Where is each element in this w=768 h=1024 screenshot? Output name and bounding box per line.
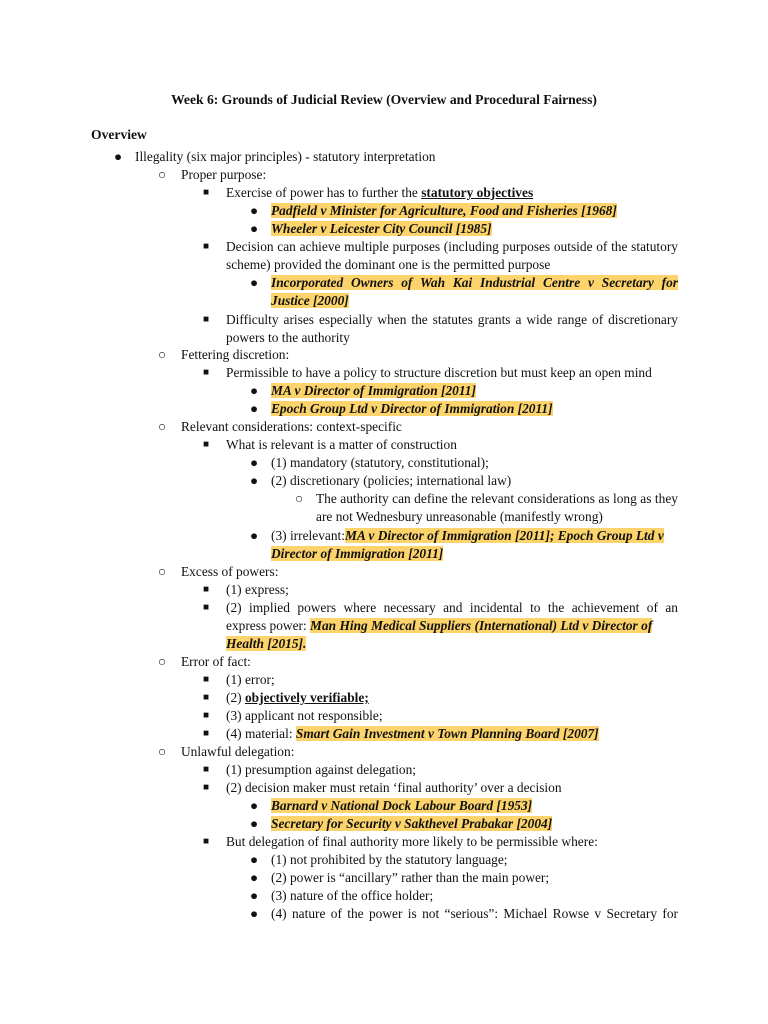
case-wah-kai: Incorporated Owners of Wah Kai Industrial Centre v Secretary for Justice [2000]	[271, 275, 678, 308]
case-wheeler: Wheeler v Leicester City Council [1985]	[271, 221, 492, 236]
case-sakthevel: Secretary for Security v Sakthevel Prabakar [2004]	[271, 816, 553, 831]
bullet-l4: ●	[250, 852, 259, 867]
case-padfield: Padfield v Minister for Agriculture, Food and Fisheries [1968]	[271, 203, 617, 218]
express-item: (1) express;	[226, 582, 289, 597]
case-ma: MA v Director of Immigration [2011]	[271, 383, 476, 398]
difficulty-item: Difficulty arises especially when the statutes grants a wide range of discretionary powers to the authority	[226, 312, 678, 345]
implied-item: (2) implied powers where necessary and incidental to the achievement of an	[226, 600, 678, 615]
final-authority-item: (2) decision maker must retain ‘final authority’ over a decision	[226, 780, 562, 795]
bullet-l4: ●	[250, 888, 259, 903]
case-smart-gain: Smart Gain Investment v Town Planning Board [2007]	[295, 726, 599, 741]
case-man-hing-1: Man Hing Medical Suppliers (International) Ltd v Director of	[310, 618, 653, 633]
overview-heading: Overview	[91, 127, 147, 142]
exercise-of-power-item	[226, 184, 533, 202]
bullet-l2: ○	[158, 564, 167, 579]
bullet-l4: ●	[250, 906, 259, 921]
objectively-verifiable-text: objectively verifiable;	[244, 690, 369, 705]
bullet-l2: ○	[158, 744, 167, 759]
bullet-l1: ●	[114, 149, 123, 164]
bullet-l2: ○	[158, 419, 167, 434]
objective-num: (2)	[226, 690, 245, 705]
statutory-objectives-text: statutory objectives	[421, 185, 534, 200]
bullet-l4: ●	[250, 816, 259, 831]
bullet-l3: ■	[203, 584, 210, 595]
relevant-considerations-item: Relevant considerations: context-specific	[181, 419, 402, 434]
not-serious-item: (4) nature of the power is not “serious”: Michael Rowse v Secretary for	[271, 906, 678, 921]
bullet-l4: ●	[250, 203, 259, 218]
bullet-l3: ■	[203, 728, 210, 739]
bullet-l3: ■	[203, 692, 210, 703]
bullet-l3: ■	[203, 314, 210, 325]
bullet-l4: ●	[250, 401, 259, 416]
implied-text: express power:	[226, 618, 311, 633]
irrelevant-item	[271, 527, 664, 545]
case-irrelevant-1: MA v Director of Immigration [2011]; Epoch Group Ltd v	[344, 528, 664, 543]
irrelevant-text: (3) irrelevant:	[271, 528, 345, 543]
case-epoch: Epoch Group Ltd v Director of Immigration [2011]	[271, 401, 553, 416]
bullet-l4: ●	[250, 221, 259, 236]
but-delegation-item: But delegation of final authority more likely to be permissible where:	[226, 834, 598, 849]
bullet-l4: ●	[250, 528, 259, 543]
implied-item-cont	[226, 617, 652, 635]
error-of-fact-item: Error of fact:	[181, 654, 251, 669]
error-item: (1) error;	[226, 672, 275, 687]
fettering-item: Fettering discretion:	[181, 347, 290, 362]
material-item	[226, 725, 599, 743]
bullet-l4: ●	[250, 275, 259, 290]
applicant-item: (3) applicant not responsible;	[226, 708, 383, 723]
bullet-l3: ■	[203, 782, 210, 793]
discretionary-item: (2) discretionary (policies; international law)	[271, 473, 512, 488]
not-prohibited-item: (1) not prohibited by the statutory language;	[271, 852, 508, 867]
bullet-l3: ■	[203, 241, 210, 252]
bullet-l3: ■	[203, 367, 210, 378]
bullet-l4: ●	[250, 473, 259, 488]
case-barnard: Barnard v National Dock Labour Board [1953]	[271, 798, 533, 813]
bullet-l3: ■	[203, 602, 210, 613]
excess-item: Excess of powers:	[181, 564, 279, 579]
illegality-item: Illegality (six major principles) - statutory interpretation	[135, 149, 436, 164]
bullet-l3: ■	[203, 710, 210, 721]
bullet-l2: ○	[158, 654, 167, 669]
office-holder-item: (3) nature of the office holder;	[271, 888, 434, 903]
authority-define-item: The authority can define the relevant considerations as long as they are not Wednesbury unreasonable (manifestly wrong)	[316, 491, 678, 524]
bullet-l4: ●	[250, 455, 259, 470]
case-man-hing-2: Health [2015].	[226, 636, 307, 651]
bullet-l3: ■	[203, 187, 210, 198]
unlawful-delegation-item: Unlawful delegation:	[181, 744, 295, 759]
exercise-text: Exercise of power has to further the	[226, 185, 422, 200]
construction-item: What is relevant is a matter of construction	[226, 437, 457, 452]
objective-item	[226, 689, 369, 707]
bullet-l5: ○	[295, 491, 304, 506]
multiple-purposes-item: Decision can achieve multiple purposes (including purposes outside of the statutory scheme) provided the dominant one is the permitted purpose	[226, 239, 678, 272]
bullet-l3: ■	[203, 836, 210, 847]
bullet-l3: ■	[203, 764, 210, 775]
material-text: (4) material:	[226, 726, 296, 741]
bullet-l2: ○	[158, 347, 167, 362]
case-irrelevant-2: Director of Immigration [2011]	[271, 546, 444, 561]
proper-purpose-item: Proper purpose:	[181, 167, 267, 182]
bullet-l4: ●	[250, 798, 259, 813]
ancillary-item: (2) power is “ancillary” rather than the main power;	[271, 870, 550, 885]
permissible-policy-item: Permissible to have a policy to structure discretion but must keep an open mind	[226, 365, 652, 380]
bullet-l4: ●	[250, 870, 259, 885]
bullet-l2: ○	[158, 167, 167, 182]
bullet-l3: ■	[203, 439, 210, 450]
bullet-l4: ●	[250, 383, 259, 398]
bullet-l3: ■	[203, 674, 210, 685]
mandatory-item: (1) mandatory (statutory, constitutional);	[271, 455, 489, 470]
document-title: Week 6: Grounds of Judicial Review (Overview and Procedural Fairness)	[171, 92, 597, 107]
presumption-item: (1) presumption against delegation;	[226, 762, 417, 777]
